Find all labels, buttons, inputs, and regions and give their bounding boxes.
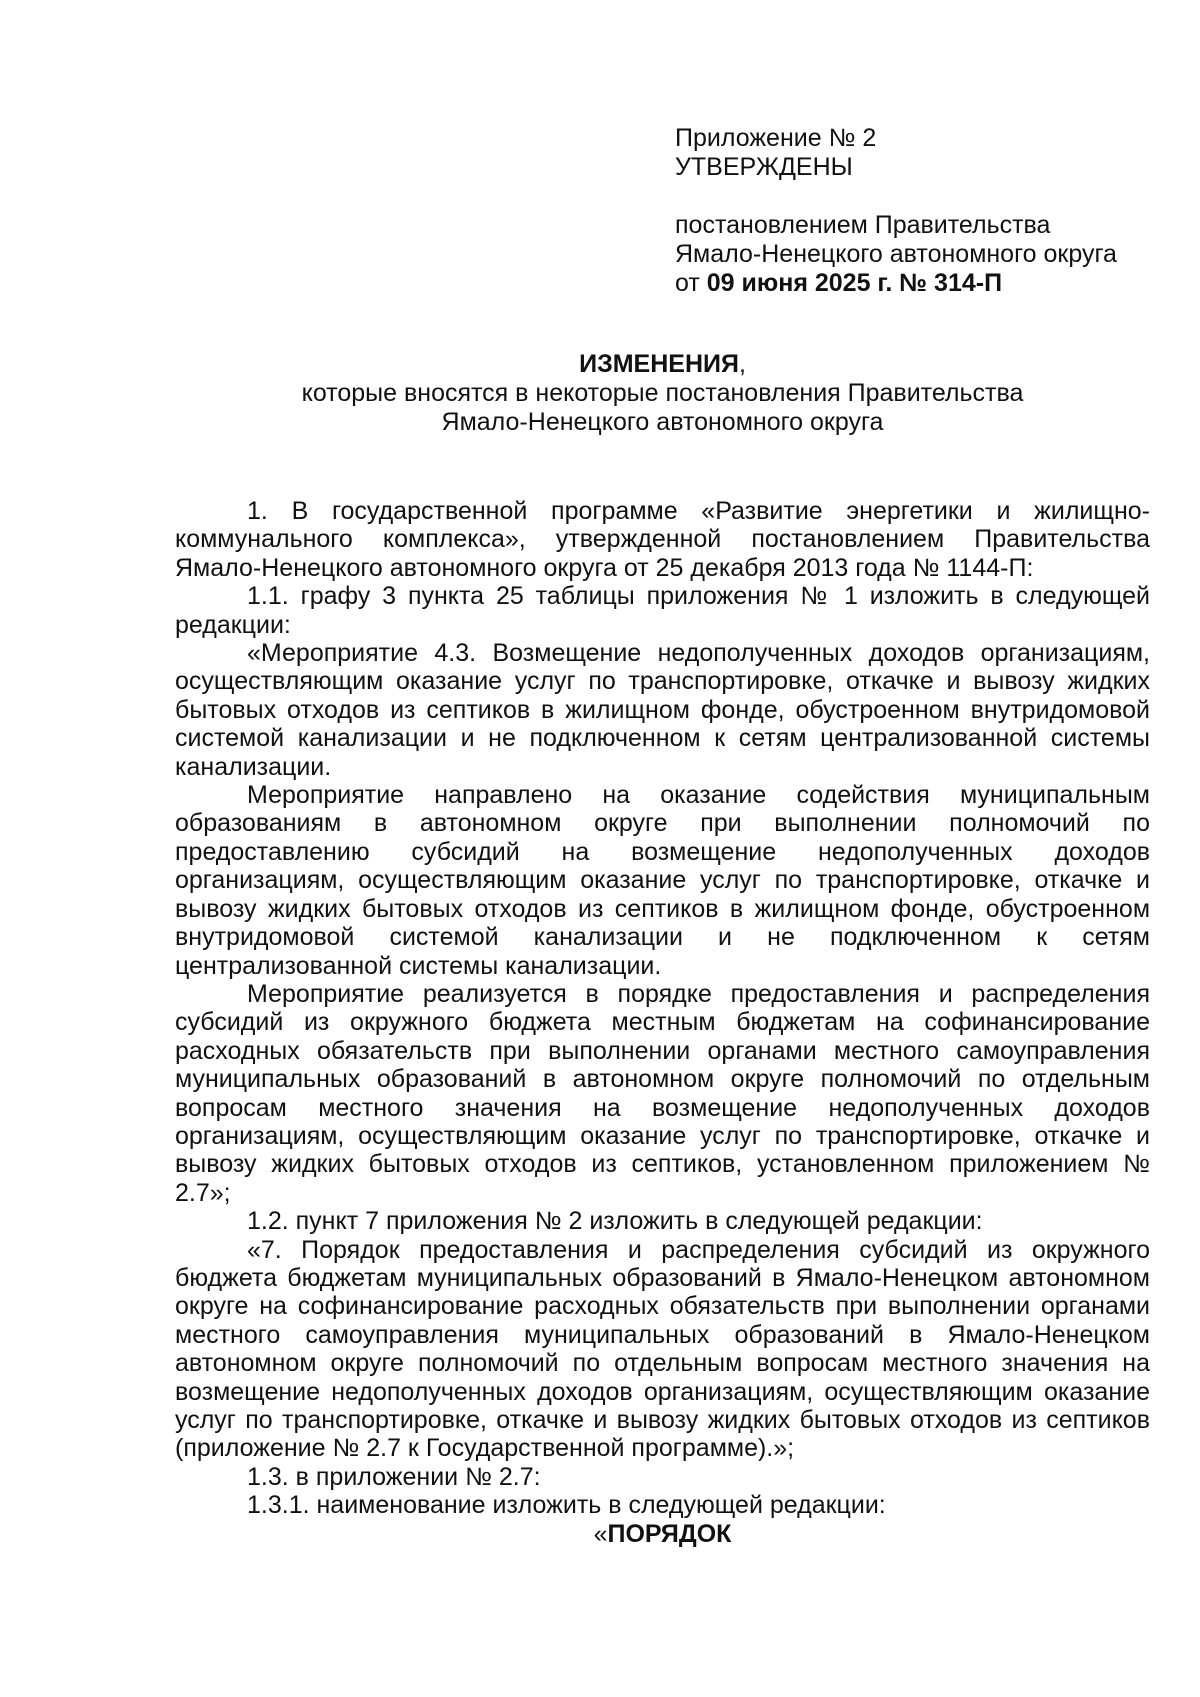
approval-region: Ямало-Ненецкого автономного округа: [675, 240, 1117, 268]
approval-spacer: [675, 182, 1175, 211]
heading-title-suffix: ,: [738, 350, 746, 378]
heading-subtitle-1: которые вносятся в некоторые постановления Правительства: [301, 379, 1024, 407]
closing-title: ПОРЯДОК: [607, 1519, 732, 1548]
approval-date-value: 09 июня 2025 г. № 314-П: [706, 269, 1003, 297]
approved-label: УТВЕРЖДЕНЫ: [675, 153, 853, 181]
document-body: [175, 497, 1150, 1548]
paragraph-item-7: «7. Порядок предоставления и распределения субсидий из окружного бюджета бюджетам муниципальных образований в Ямало-Ненецком автономном округе на софинансирование расходных обязательств при выполнении органами местного самоуправления муниципальных образований в Ямало-Ненецком автономном округе полномочий по отдельным вопросам местного значения на возмещение недополученных доходов организациям, осуществляющим оказание услуг по транспортировке, откачке и вывозу жидких бытовых отходов из септиков (приложение № 2.7 к Государственной программе).»;: [175, 1235, 1150, 1463]
paragraph-1-3: 1.3. в приложении № 2.7:: [247, 1462, 541, 1491]
approval-block: [675, 124, 1175, 298]
approval-date-line: [675, 269, 1175, 298]
paragraph-1-2: 1.2. пункт 7 приложения № 2 изложить в следующей редакции:: [247, 1207, 983, 1236]
closing-title-line: [175, 1520, 1150, 1548]
document-heading: [175, 350, 1150, 437]
heading-title-line: [175, 350, 1150, 379]
paragraph-measure-4-3: «Мероприятие 4.3. Возмещение недополученных доходов организациям, осуществляющим оказание услуг по транспортировке, откачке и вывозу жидких бытовых отходов из септиков в жилищном фонде, обустроенном внутридомовой системой канализации и не подключенном к сетям централизованной системы канализации.: [175, 639, 1150, 781]
paragraph-1-1: 1.1. графу 3 пункта 25 таблицы приложения № 1 изложить в следующей редакции:: [175, 582, 1150, 639]
paragraph-1-3-1: 1.3.1. наименование изложить в следующей редакции:: [247, 1491, 886, 1520]
closing-quote: «: [593, 1519, 608, 1548]
heading-subtitle-2: Ямало-Ненецкого автономного округа: [441, 408, 884, 436]
paragraph-1: 1. В государственной программе «Развитие энергетики и жилищно-коммунального комплекса», утвержденной постановлением Правительства Ямало-Ненецкого автономного округа от 25 декабря 2013 года № 1144-П:: [175, 497, 1150, 582]
approval-date-prefix: от: [675, 269, 707, 297]
paragraph-measure-purpose: Мероприятие направлено на оказание содействия муниципальным образованиям в автономном округе при выполнении полномочий по предоставлению субсидий на возмещение недополученных доходов организациям, осуществляющим оказание услуг по транспортировке, откачке и вывозу жидких бытовых отходов из септиков в жилищном фонде, обустроенном внутридомовой системой канализации и не подключенном к сетям централизованной системы канализации.: [175, 781, 1150, 980]
heading-title: ИЗМЕНЕНИЯ: [579, 350, 739, 378]
appendix-number: Приложение № 2: [675, 124, 877, 152]
approval-resolution: постановлением Правительства: [675, 211, 1051, 239]
paragraph-measure-procedure: Мероприятие реализуется в порядке предоставления и распределения субсидий из окружного бюджета местным бюджетам на софинансирование расходных обязательств при выполнении органами местного самоуправления муниципальных образований в автономном округе полномочий по отдельным вопросам местного значения на возмещение недополученных доходов организациям, осуществляющим оказание услуг по транспортировке, откачке и вывозу жидких бытовых отходов из септиков, установленном приложением № 2.7»;: [175, 979, 1150, 1207]
